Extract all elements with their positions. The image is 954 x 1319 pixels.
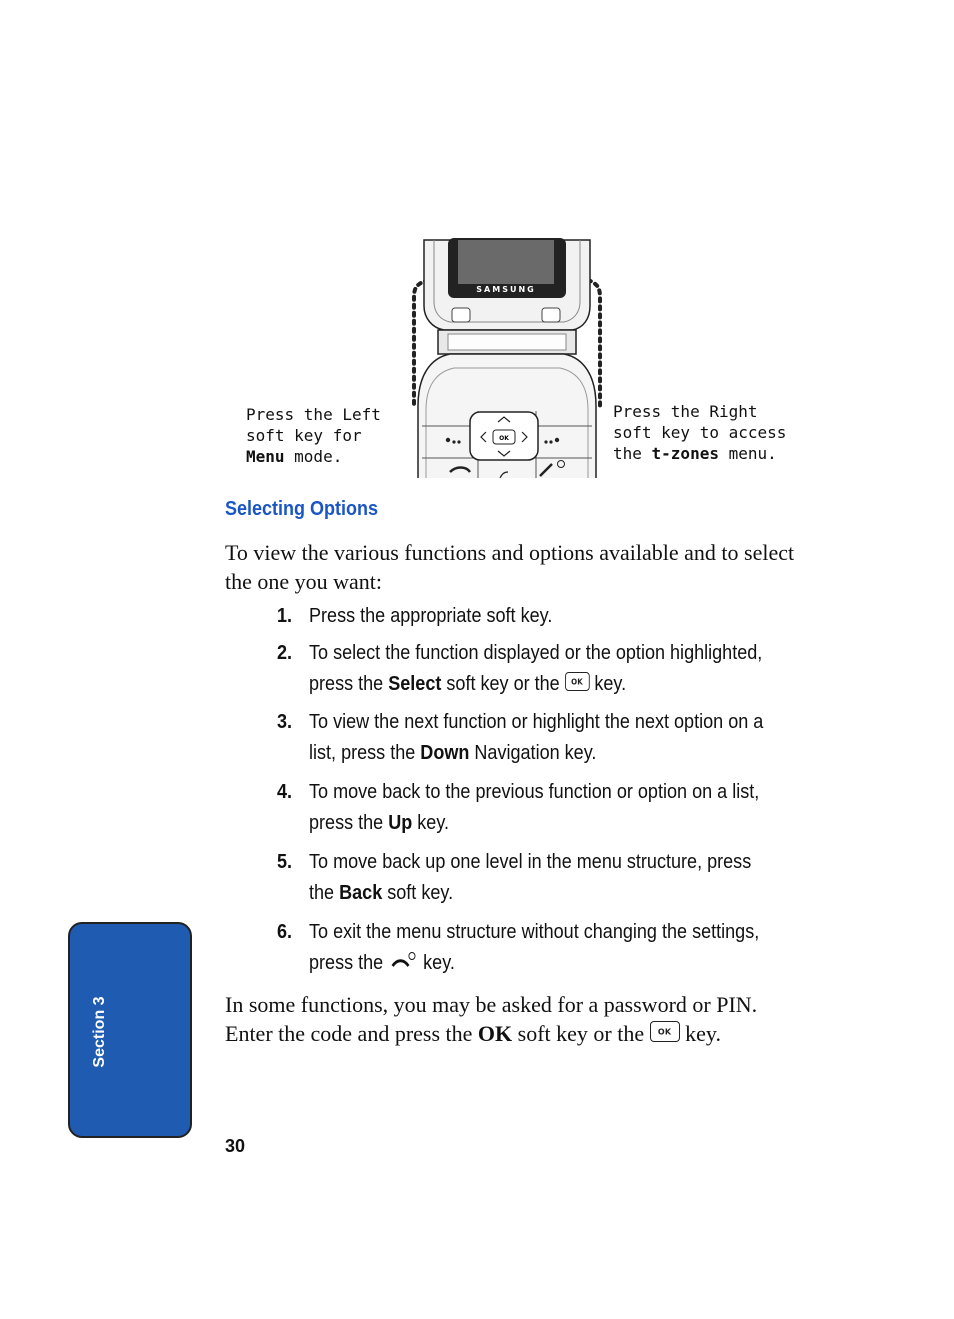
step-text-post: soft key or the — [441, 672, 565, 695]
intro-paragraph: To view the various functions and options available and to select the one you want: — [225, 540, 795, 594]
ok-key-icon-label: OK — [571, 677, 583, 686]
phone-illustration — [400, 236, 612, 478]
callout-pre: the — [613, 444, 652, 463]
step-number: 4. — [277, 780, 293, 803]
step-text-post: Navigation key. — [469, 741, 597, 764]
right-soft-key-callout — [613, 401, 786, 464]
callout-line: Press the Right — [613, 402, 758, 421]
end-key-icon — [390, 951, 416, 971]
closing-text-tail: key. — [679, 1021, 721, 1046]
flip-phone-image — [400, 236, 612, 478]
step-number: 3. — [277, 710, 293, 733]
callout-line: soft key for — [246, 426, 362, 445]
step-key-name: Select — [388, 672, 442, 695]
step-key-name: Up — [388, 811, 413, 834]
step-text — [309, 776, 767, 838]
step-text — [309, 637, 767, 699]
ok-key-icon-label: OK — [657, 1027, 672, 1036]
section-tab — [68, 922, 192, 1138]
step-key-name: Back — [339, 881, 383, 904]
ok-key-label: OK — [499, 435, 509, 442]
step-text-pre: To move back to the previous function or option on a list, press the — [309, 780, 760, 834]
section-heading: Selecting Options — [225, 498, 379, 520]
step-number: 5. — [277, 850, 293, 873]
closing-text-pre: In some functions, you may be asked for a password or PIN. Enter the code and press the — [225, 992, 758, 1046]
step-text-pre: To view the next function or highlight the next option on a list, press the — [309, 710, 764, 764]
step-text: Press the appropriate soft key. — [309, 604, 553, 627]
ok-key-icon — [650, 1021, 680, 1042]
step-number: 1. — [277, 604, 293, 627]
brand-logo: SAMSUNG — [476, 285, 536, 294]
step-text — [309, 706, 767, 768]
section-tab-label: Section 3 — [91, 996, 108, 1068]
ok-key-icon — [565, 672, 590, 691]
closing-paragraph — [225, 990, 805, 1048]
step-text-tail: key. — [418, 951, 455, 974]
step-text — [309, 916, 767, 978]
step-number: 6. — [277, 920, 293, 943]
step-key-name: Down — [420, 741, 470, 764]
callout-line: soft key to access — [613, 423, 787, 442]
callout-line — [246, 446, 381, 467]
step-text-post: key. — [412, 811, 450, 834]
step-number: 2. — [277, 641, 293, 664]
callout-rest: menu. — [718, 444, 777, 463]
closing-key-name: OK — [477, 1021, 513, 1046]
step-text-tail: key. — [589, 672, 627, 695]
callout-bold: Menu — [246, 447, 285, 466]
left-soft-key-callout — [246, 404, 381, 467]
callout-rest: mode. — [284, 447, 343, 466]
callout-bold: t-zones — [651, 444, 719, 463]
page-number: 30 — [225, 1136, 246, 1156]
callout-line: Press the Left — [246, 405, 381, 424]
callout-line — [613, 443, 786, 464]
step-text — [309, 846, 767, 908]
step-text-pre: To exit the menu structure without changing the settings, press the — [309, 920, 760, 974]
step-text-pre: To select the function displayed or the option highlighted, press the — [309, 641, 763, 695]
closing-text-mid: soft key or the — [512, 1021, 650, 1046]
step-text-pre: To move back up one level in the menu structure, press the — [309, 850, 752, 904]
step-text-post: soft key. — [382, 881, 454, 904]
